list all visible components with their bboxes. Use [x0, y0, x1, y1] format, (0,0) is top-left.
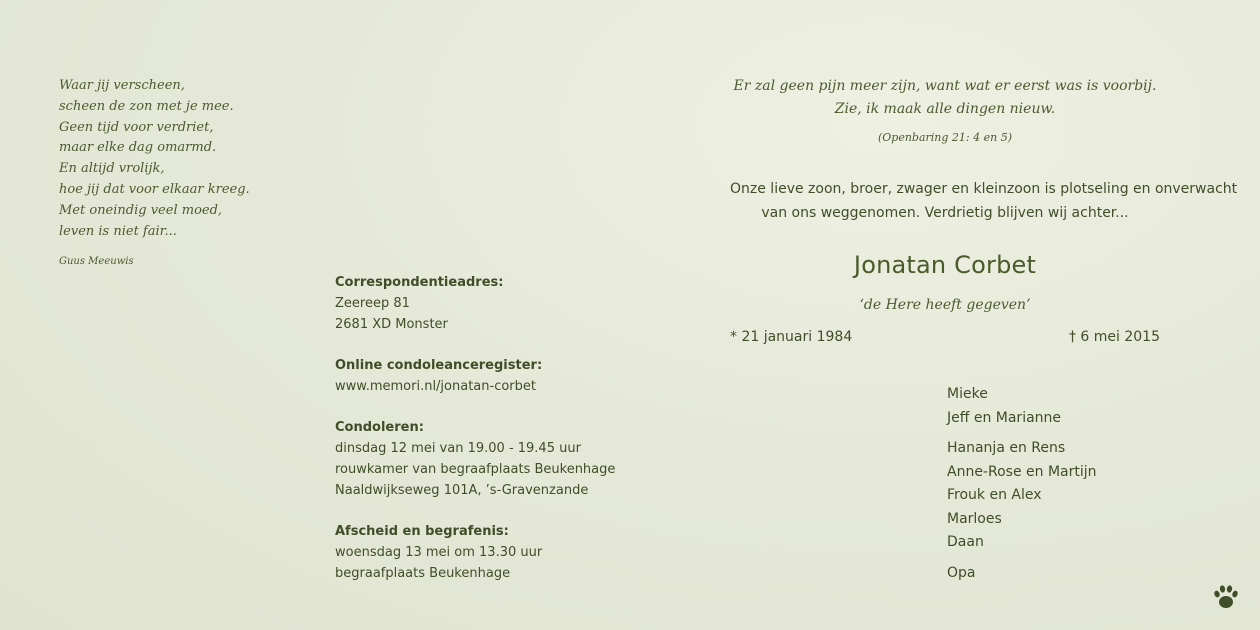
farewell-line: woensdag 13 mei om 13.30 uur: [335, 545, 543, 560]
condolences-heading: Condoleren:: [335, 420, 424, 435]
online-register-section: [335, 355, 635, 397]
poem-line: Met oneindig veel moed,: [59, 202, 223, 218]
info-column: [335, 272, 635, 604]
correspondence-heading: Correspondentieadres:: [335, 275, 504, 290]
farewell-line: begraafplaats Beukenhage: [335, 566, 511, 581]
poem: [59, 76, 299, 267]
condolences-line: rouwkamer van begraafplaats Beukenhage: [335, 462, 616, 477]
family-member: Anne-Rose en Martijn: [947, 463, 1097, 480]
condolences-line: dinsdag 12 mei van 19.00 - 19.45 uur: [335, 441, 581, 456]
correspondence-section: [335, 272, 635, 335]
poem-line: scheen de zon met je mee.: [59, 98, 234, 114]
family-group-siblings: [947, 437, 1097, 555]
family-member: Opa: [947, 564, 976, 581]
announcement-line: Onze lieve zoon, broer, zwager en kleinzoon is plotseling en onverwacht: [730, 181, 1238, 197]
announcement-column: [730, 75, 1238, 353]
correspondence-line: 2681 XD Monster: [335, 317, 448, 332]
condolences-section: [335, 417, 635, 501]
birth-date: * 21 januari 1984: [730, 329, 853, 345]
family-group-parents: [947, 383, 1097, 430]
name-meaning: ‘de Here heeft gegeven’: [859, 297, 1031, 313]
poem-line: En altijd vrolijk,: [59, 161, 165, 177]
family-list: [947, 383, 1097, 592]
poem-author: Guus Meeuwis: [59, 256, 134, 268]
correspondence-line: Zeereep 81: [335, 296, 410, 311]
life-dates: [730, 329, 1160, 353]
announcement-text: [730, 177, 1238, 225]
family-group-grandparent: [947, 562, 1097, 586]
announcement-line: van ons weggenomen. Verdrietig blijven wij achter...: [761, 205, 1129, 221]
deceased-name: Jonatan Corbet: [853, 251, 1037, 279]
farewell-heading: Afscheid en begrafenis:: [335, 524, 509, 539]
family-member: Mieke: [947, 386, 988, 402]
death-date: † 6 mei 2015: [1068, 329, 1160, 345]
family-member: Frouk en Alex: [947, 487, 1042, 503]
family-member: Jeff en Marianne: [947, 409, 1062, 426]
family-member: Marloes: [947, 510, 1002, 527]
verse-line: Zie, ik maak alle dingen nieuw.: [834, 101, 1056, 117]
family-member: Daan: [947, 534, 984, 550]
online-register-link[interactable]: www.memori.nl/jonatan-corbet: [335, 379, 536, 394]
verse-line: Er zal geen pijn meer zijn, want wat er eerst was is voorbij.: [733, 78, 1157, 94]
poem-line: Waar jij verscheen,: [59, 78, 185, 93]
verse-reference: (Openbaring 21: 4 en 5): [877, 131, 1013, 144]
poem-line: hoe jij dat voor elkaar kreeg.: [59, 181, 250, 197]
family-member: Hananja en Rens: [947, 440, 1066, 456]
paw-icon: [1212, 583, 1240, 611]
condolences-line: Naaldwijkseweg 101A, ’s-Gravenzande: [335, 483, 589, 498]
poem-line: leven is niet fair...: [59, 223, 177, 239]
poem-line: Geen tijd voor verdriet,: [59, 119, 214, 135]
poem-line: maar elke dag omarmd.: [59, 140, 217, 156]
online-register-heading: Online condoleanceregister:: [335, 358, 543, 373]
farewell-section: [335, 521, 635, 584]
